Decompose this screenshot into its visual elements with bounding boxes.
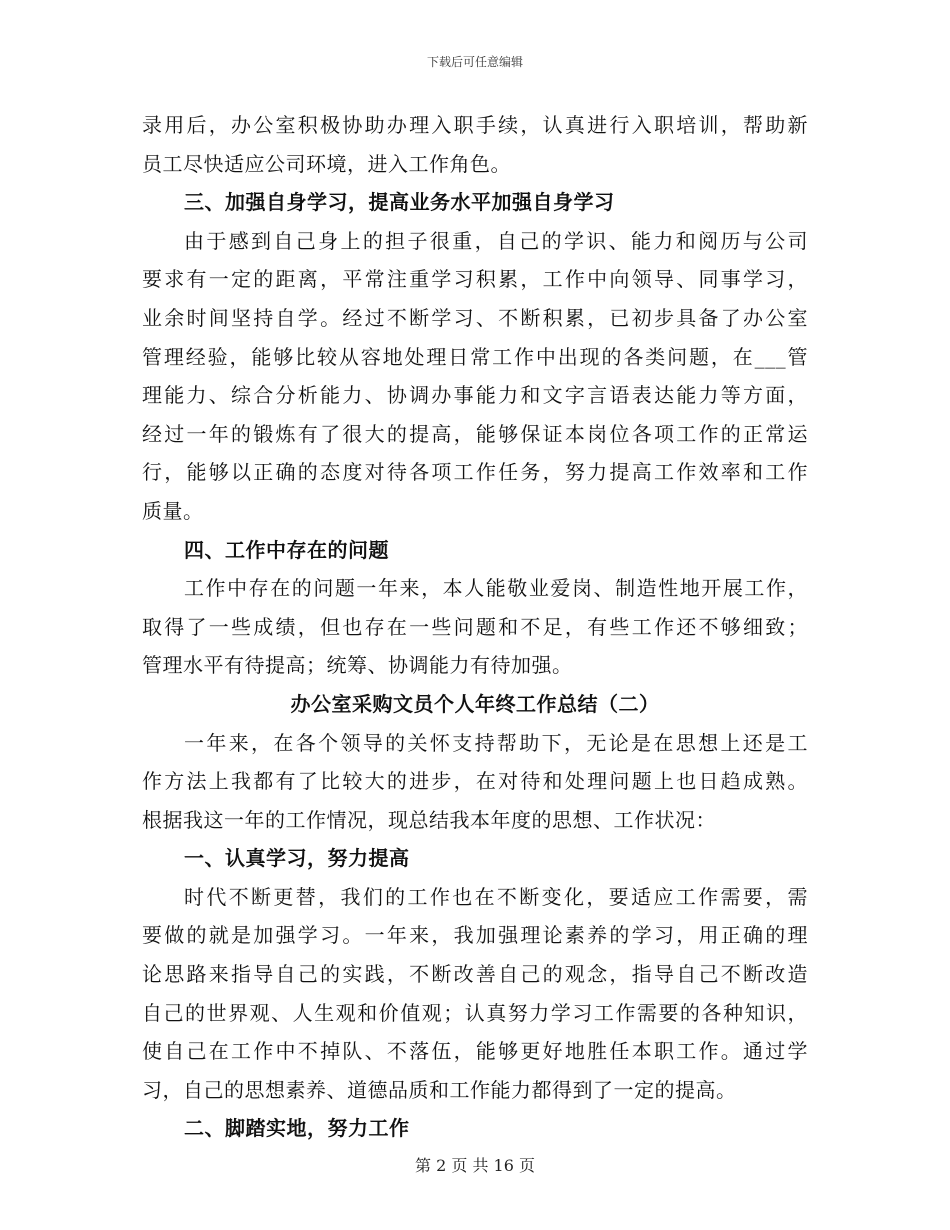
- body-line: 录用后，办公室积极协助办理入职手续，认真进行入职培训，帮助新: [142, 113, 808, 137]
- body-line: 取得了一些成绩，但也存在一些问题和不足，有些工作还不够细致；: [142, 614, 808, 639]
- body-line: 使自己在工作中不掉队、不落伍，能够更好地胜任本职工作。通过学: [142, 1039, 808, 1064]
- body-line: 行，能够以正确的态度对待各项工作任务，努力提高工作效率和工作: [142, 460, 808, 485]
- section-heading-3: 三、加强自身学习，提高业务水平加强自身学习: [184, 190, 615, 215]
- body-line: 时代不断更替，我们的工作也在不断变化，要适应工作需要，需: [184, 884, 808, 909]
- body-line: 习，自己的思想素养、道德品质和工作能力都得到了一定的提高。: [142, 1077, 737, 1102]
- body-line: 管理经验，能够比较从容地处理日常工作中出现的各类问题，在___管: [142, 344, 808, 369]
- section-heading-4: 四、工作中存在的问题: [184, 537, 389, 562]
- page-number: 第 2 页 共 16 页: [415, 1156, 535, 1175]
- body-line: 自己的世界观、人生观和价值观；认真努力学习工作需要的各种知识，: [142, 1000, 808, 1025]
- body-line: 业余时间坚持自学。经过不断学习、不断积累，已初步具备了办公室: [142, 305, 808, 330]
- body-line: 管理水平有待提高；统筹、协调能力有待加强。: [142, 653, 573, 678]
- document-body: [142, 106, 808, 1148]
- page-header-note: 下载后可任意编辑: [426, 55, 523, 69]
- body-line: 由于感到自己身上的担子很重，自己的学识、能力和阅历与公司: [184, 228, 808, 253]
- body-line: 要做的就是加强学习。一年来，我加强理论素养的学习，用正确的理: [142, 923, 808, 948]
- body-line: 工作中存在的问题一年来，本人能敬业爱岗、制造性地开展工作，: [184, 576, 808, 601]
- body-line: 质量。: [142, 498, 204, 523]
- body-line: 论思路来指导自己的实践，不断改善自己的观念，指导自己不断改造: [142, 962, 808, 987]
- section-heading-2: 二、脚踏实地，努力工作: [184, 1116, 410, 1141]
- body-line: 理能力、综合分析能力、协调办事能力和文字言语表达能力等方面，: [142, 383, 808, 408]
- document-title: 办公室采购文员个人年终工作总结（二）: [290, 691, 660, 716]
- body-line: 员工尽快适应公司环境，进入工作角色。: [142, 151, 511, 176]
- body-line: 作方法上我都有了比较大的进步，在对待和处理问题上也日趋成熟。: [142, 769, 808, 794]
- body-line: 要求有一定的距离，平常注重学习积累，工作中向领导、同事学习，: [142, 267, 808, 292]
- body-line: 根据我这一年的工作情况，现总结我本年度的思想、工作状况：: [142, 807, 716, 832]
- body-line: 一年来，在各个领导的关怀支持帮助下，无论是在思想上还是工: [184, 730, 808, 755]
- body-line: 经过一年的锻炼有了很大的提高，能够保证本岗位各项工作的正常运: [142, 421, 808, 446]
- section-heading-1: 一、认真学习，努力提高: [184, 846, 410, 871]
